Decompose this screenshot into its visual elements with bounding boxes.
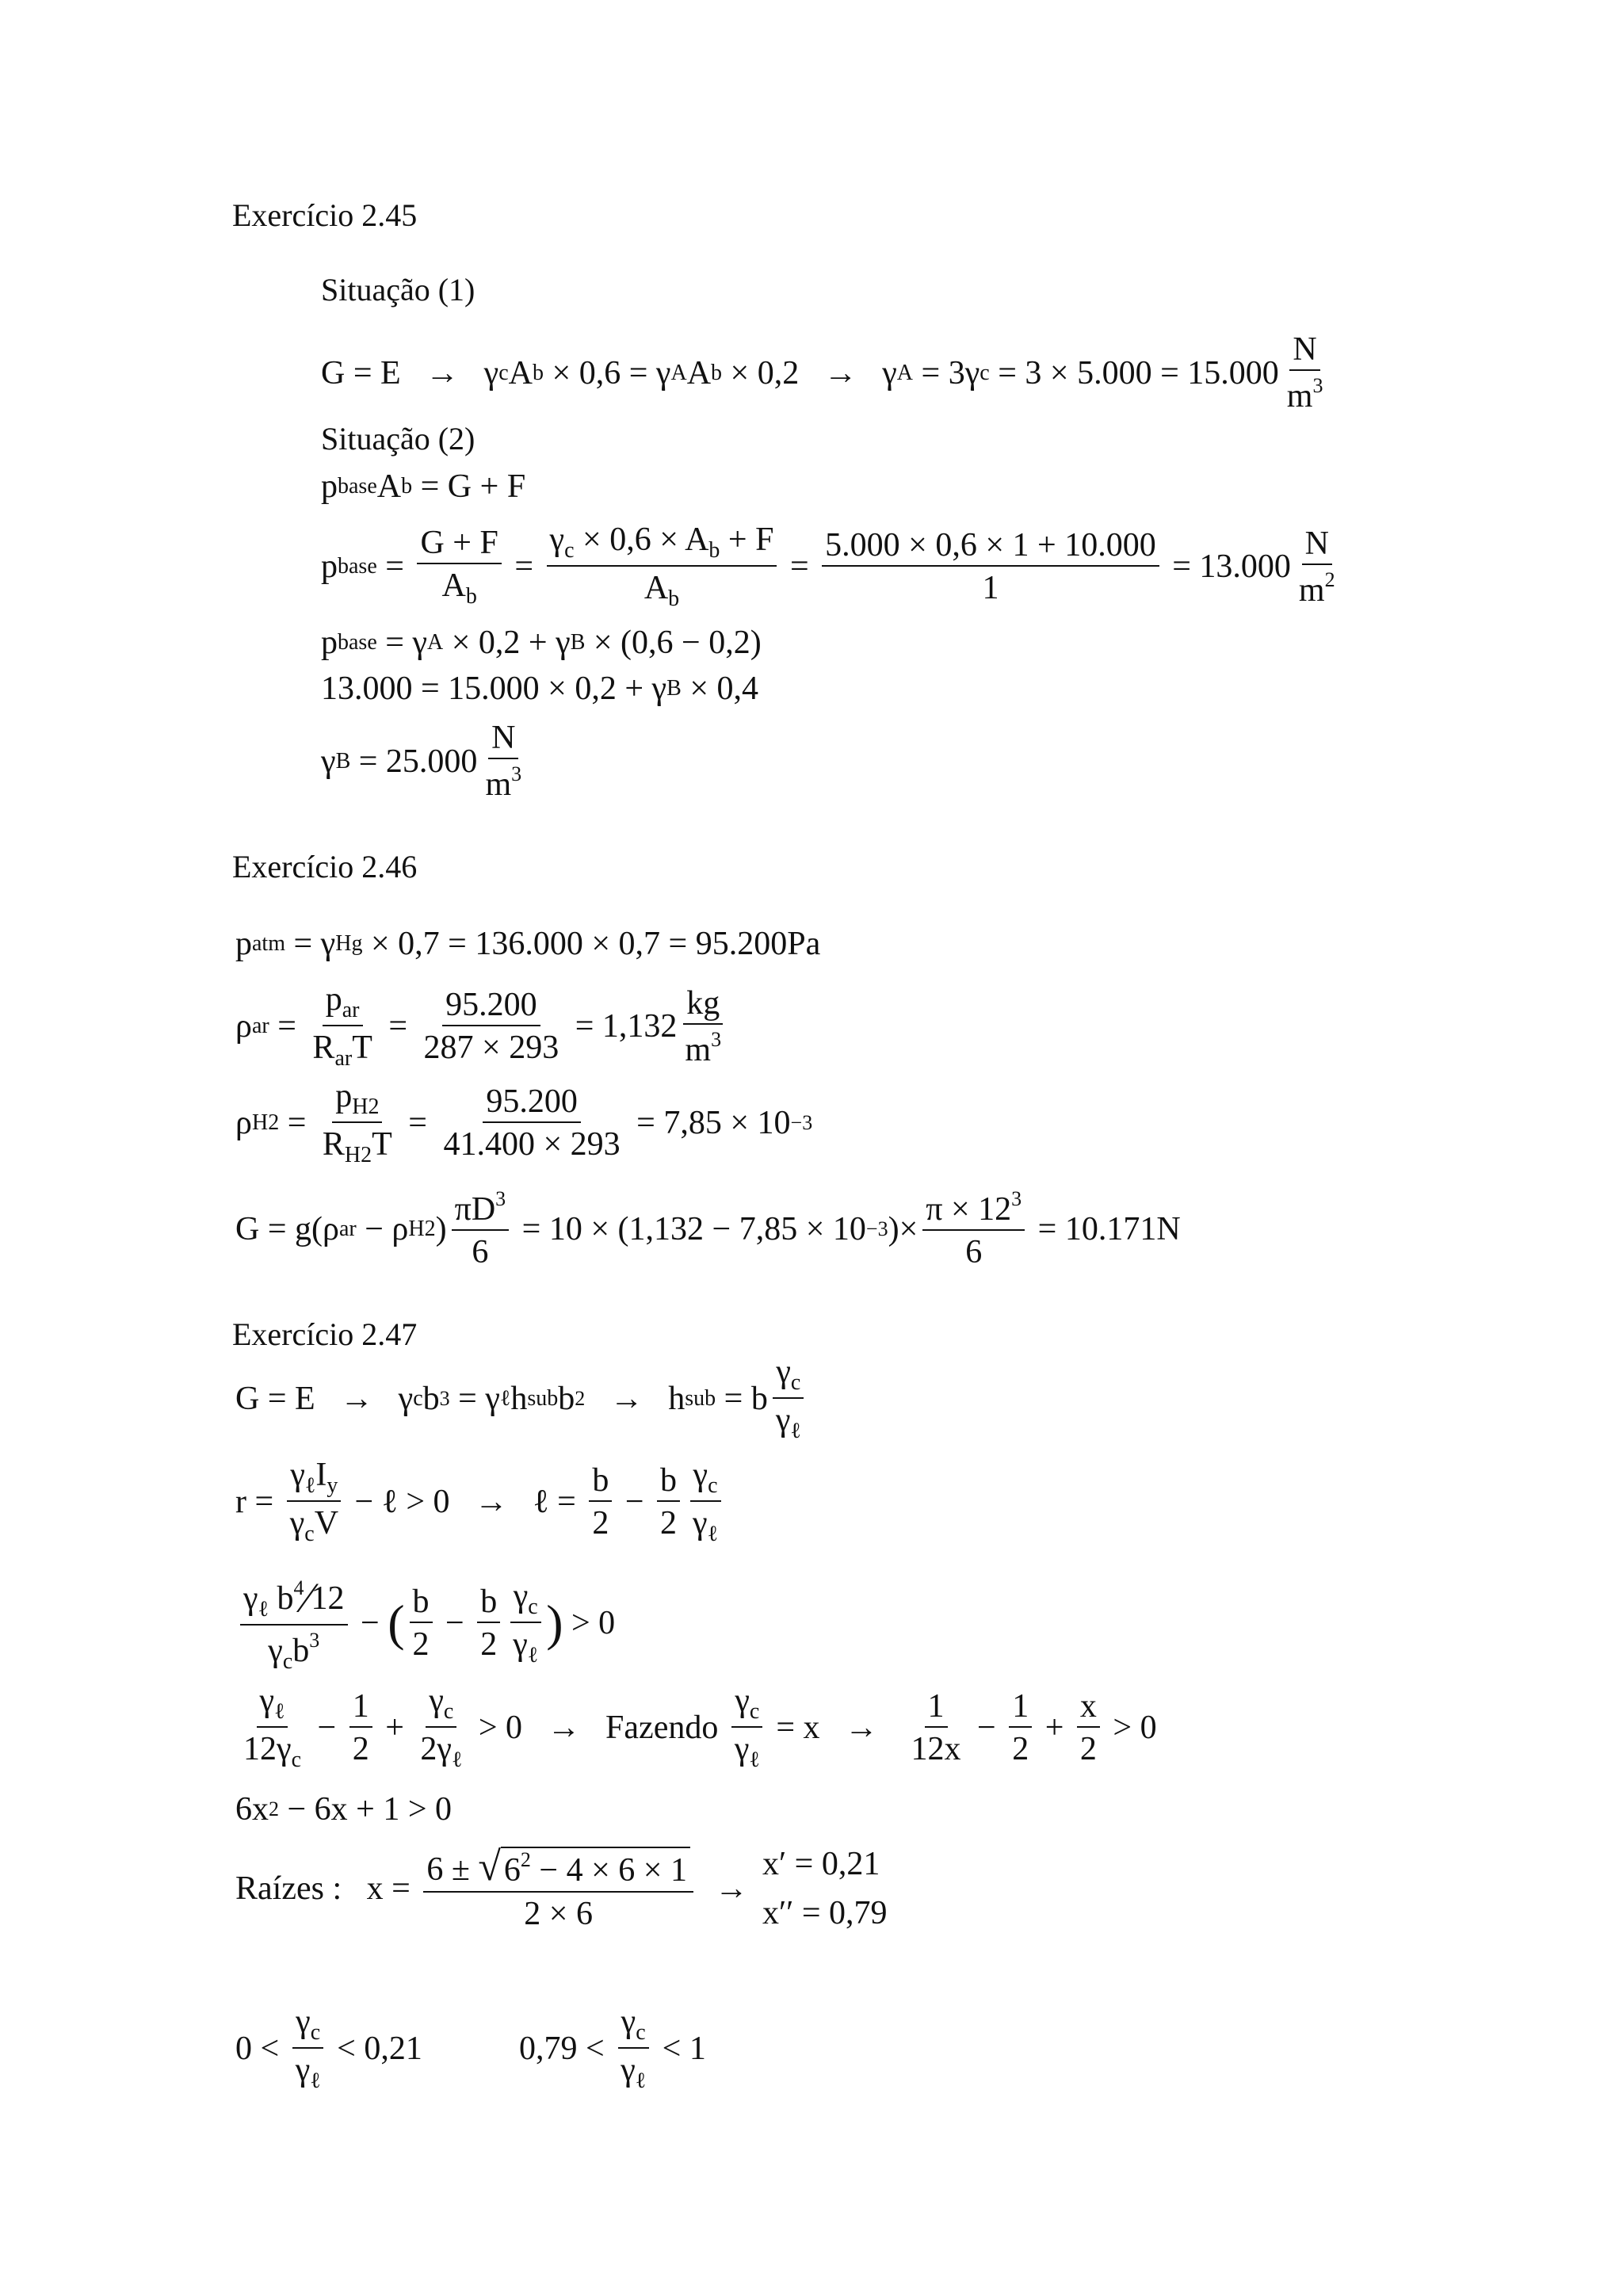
equation-2-45-line-4: p base = γ A × 0,2 + γ B × (0,6 − 0,2) <box>321 625 762 661</box>
equation-2-47-line-2: r = $\gamma_\ell I_y$ $\gamma_cV$ − ℓ > 0 → ℓ = $\frac{b}{2}$ − $\frac{b}{2}$ $\gamma_c$ $\gamma_\ell$ <box>235 1458 726 1545</box>
equation-2-45-line-2: p base A b = G + F <box>321 468 526 505</box>
equation-2-47-line-3: $\gamma_\ell$ $b^4⁄12$ $\gamma_cb^3$ − ( b 2 − $\frac{b}{2}$ $\gamma_c$ $\gamma_\ell$ ) > 0 <box>235 1573 615 1673</box>
equation-2-46-line-4: G = g(ρ ar − ρ H2 ) $\frac{\pi D^3}{6}$ = 10 × (1,132 − 7,85 × 10 −3 )× $\frac{\pi \times 12^3}{6}$ = 10.171N <box>235 1187 1181 1270</box>
equation-2-45-line-1: G = E → γ c A b × 0,6 = γ A A b × 0,2 → γ A = 3γ c = 3 × 5.000 = 15.000 N $m^3$ <box>321 333 1331 413</box>
equation-2-47-inequality-1: 0 < $\gamma_c$ $\gamma_\ell$ < 0,21 <box>235 2004 422 2093</box>
exercise-2-45-title: Exercício 2.45 <box>232 197 418 233</box>
exercise-2-46-title: Exercício 2.46 <box>232 849 418 884</box>
unit-fraction: kg $m^3$ <box>682 987 724 1067</box>
equation-2-45-line-5: 13.000 = 15.000 × 0,2 + γ B × 0,4 <box>321 670 758 707</box>
equation-2-46-line-2: ρ ar = $p_{ar}$ $R_{ar}T$ = $\frac{95.200}{287 \times 293}$ = 1,132 kg $m^3$ <box>235 983 729 1070</box>
unit-fraction: N $m^3$ <box>1286 331 1323 415</box>
unit-fraction: N $m^3$ <box>485 720 522 803</box>
equation-2-45-result: γ B = 25.000 N $m^3$ <box>321 721 529 801</box>
exercise-2-47-title: Exercício 2.47 <box>232 1316 418 1352</box>
unit-fraction: N $m^2$ <box>1298 525 1335 609</box>
equation-2-47-quadratic: 6x 2 − 6x + 1 > 0 <box>235 1791 453 1828</box>
equation-2-47-line-1: G = E → γ c b 3 = γ ℓ h sub b 2 → h sub = b $\gamma_c$ $\gamma_\ell$ <box>235 1355 809 1442</box>
equation-2-47-roots: Raízes : x = 6 ± √ $6^2 - 4 \times 6 \times 1$ 2 × 6 → x′ = 0,21 x′′ = 0,79 <box>235 1844 888 1932</box>
equation-2-45-line-3: p base = $\frac{G + F}{A_b}$ = $\frac{\gamma_c \times 0,6 \times A_b + F}{A_b}$ = $\frac{5.000 \times 0,6 \times 1 + 10.000}{1}$ = 13.000 N $m^2$ <box>321 523 1343 610</box>
equation-2-47-line-4: $\gamma_\ell$ $12\gamma_c$ − $\frac{1}{2}$ + $\gamma_c$ $2\gamma_\ell$ > 0 → Fazendo $\gamma_c$ $\gamma_\ell$ = x → 1 12x − $\frac{1}{2}$ + $\frac{x}{2}$ > 0 <box>243 1683 1157 1772</box>
equation-2-46-line-1: p atm = γ Hg × 0,7 = 136.000 × 0,7 = 95.200Pa <box>235 926 821 962</box>
situation-2-label: Situação (2) <box>321 421 475 457</box>
equation-2-47-inequality-2: 0,79 < $\gamma_c$ $\gamma_\ell$ < 1 <box>519 2004 706 2093</box>
equation-2-46-line-3: ρ H2 = $\frac{p_{H2}}{R_{H2}T}$ = $\frac{95.200}{41.400 \times 293}$ = 7,85 × 10 −3 <box>235 1078 813 1167</box>
situation-1-label: Situação (1) <box>321 272 475 308</box>
roots-values: x′ = 0,21 x′′ = 0,79 <box>762 1846 888 1931</box>
